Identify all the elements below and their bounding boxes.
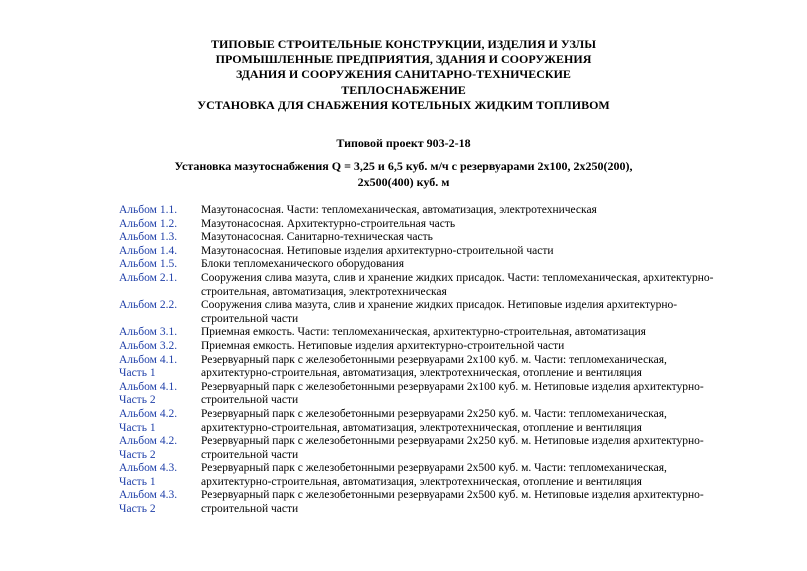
album-description: Мазутонасосная. Санитарно-техническая часть <box>201 231 433 244</box>
album-description-cont: строительной части <box>201 312 299 325</box>
album-description: Резервуарный парк с железобетонными резервуарами 2х100 куб. м. Нетиповые изделия архитектурно- <box>201 380 704 393</box>
album-row <box>119 435 759 462</box>
album-part-link[interactable]: Часть 2 <box>119 503 156 516</box>
album-description: Мазутонасосная. Части: тепломеханическая, автоматизация, электротехническая <box>201 204 597 216</box>
album-link[interactable]: Альбом 4.2. <box>119 435 178 448</box>
album-link[interactable]: Альбом 4.2. <box>119 407 178 420</box>
album-description-cont: строительная, автоматизация, электротехническая <box>201 285 447 298</box>
album-link[interactable]: Альбом 4.1. <box>119 353 178 366</box>
album-row <box>119 272 759 299</box>
header-line: ТИПОВЫЕ СТРОИТЕЛЬНЫЕ КОНСТРУКЦИИ, ИЗДЕЛИЯ И УЗЛЫ <box>210 37 596 51</box>
album-link[interactable]: Альбом 4.3. <box>119 462 178 475</box>
album-row <box>119 218 759 232</box>
album-part-link[interactable]: Часть 2 <box>119 394 156 407</box>
header-line: УСТАНОВКА ДЛЯ СНАБЖЕНИЯ КОТЕЛЬНЫХ ЖИДКИМ ТОПЛИВОМ <box>197 97 610 112</box>
album-description-cont: архитектурно-строительная, автоматизация, электротехническая, отопление и вентиляция <box>201 475 642 488</box>
album-row <box>119 299 759 326</box>
album-description: Мазутонасосная. Нетиповые изделия архитектурно-строительной части <box>201 244 554 257</box>
album-link[interactable]: Альбом 1.3. <box>119 231 178 244</box>
album-link[interactable]: Альбом 1.1. <box>119 204 178 216</box>
album-description-cont: строительной части <box>201 394 299 407</box>
album-description: Приемная емкость. Нетиповые изделия архитектурно-строительной части <box>201 339 565 352</box>
album-description: Резервуарный парк с железобетонными резервуарами 2х500 куб. м. Части: тепломеханическая, <box>201 462 667 475</box>
album-row <box>119 408 759 435</box>
album-description: Сооружения слива мазута, слив и хранение жидких присадок. Нетиповые изделия архитектурно- <box>201 299 678 312</box>
album-link[interactable]: Альбом 2.1. <box>119 271 178 284</box>
album-description: Резервуарный парк с железобетонными резервуарами 2х250 куб. м. Нетиповые изделия архитектурно- <box>201 435 704 448</box>
album-link[interactable]: Альбом 1.5. <box>119 258 178 271</box>
album-row <box>119 204 759 218</box>
subtitle-line-2: 2х500(400) куб. м <box>357 175 450 189</box>
album-description: Резервуарный парк с железобетонными резервуарами 2х100 куб. м. Части: тепломеханическая, <box>201 353 667 366</box>
album-list <box>119 204 759 517</box>
album-link[interactable]: Альбом 4.1. <box>119 380 178 393</box>
album-link[interactable]: Альбом 2.2. <box>119 299 178 312</box>
album-part-link[interactable]: Часть 1 <box>119 367 156 380</box>
album-description: Резервуарный парк с железобетонными резервуарами 2х500 куб. м. Нетиповые изделия архитектурно- <box>201 489 704 502</box>
subtitle-line-1: Установка мазутоснабжения Q = 3,25 и 6,5 куб. м/ч с резервуарами 2х100, 2х250(200), <box>174 159 633 173</box>
album-description-cont: архитектурно-строительная, автоматизация, электротехническая, отопление и вентиляция <box>201 367 642 380</box>
project-number: Типовой проект 903-2-18 <box>336 136 471 150</box>
header-line: ПРОМЫШЛЕННЫЕ ПРЕДПРИЯТИЯ, ЗДАНИЯ И СООРУЖЕНИЯ <box>215 52 592 67</box>
album-row <box>119 381 759 408</box>
album-row <box>119 354 759 381</box>
album-part-link[interactable]: Часть 1 <box>119 421 156 434</box>
album-row <box>119 326 759 340</box>
album-description: Блоки тепломеханического оборудования <box>201 258 404 271</box>
album-part-link[interactable]: Часть 1 <box>119 475 156 488</box>
album-description-cont: архитектурно-строительная, автоматизация, электротехническая, отопление и вентиляция <box>201 421 642 434</box>
album-description: Сооружения слива мазута, слив и хранение жидких присадок. Части: тепломеханическая, архитектурно- <box>201 271 714 284</box>
album-link[interactable]: Альбом 1.4. <box>119 244 178 257</box>
album-row <box>119 340 759 354</box>
album-description-cont: строительной части <box>201 503 299 516</box>
document-header <box>0 37 807 113</box>
album-description: Мазутонасосная. Архитектурно-строительная часть <box>201 217 456 230</box>
album-row <box>119 258 759 272</box>
album-row <box>119 462 759 489</box>
album-row <box>119 245 759 259</box>
album-link[interactable]: Альбом 4.3. <box>119 489 178 502</box>
header-line: ЗДАНИЯ И СООРУЖЕНИЯ САНИТАРНО-ТЕХНИЧЕСКИЕ <box>236 67 571 82</box>
album-row <box>119 231 759 245</box>
project-subtitle <box>0 158 807 190</box>
album-description-cont: строительной части <box>201 448 299 461</box>
header-line: ТЕПЛОСНАБЖЕНИЕ <box>341 82 466 97</box>
album-part-link[interactable]: Часть 2 <box>119 448 156 461</box>
album-description: Приемная емкость. Части: тепломеханическая, архитектурно-строительная, автоматизация <box>201 326 646 339</box>
album-row <box>119 489 759 516</box>
album-link[interactable]: Альбом 1.2. <box>119 217 178 230</box>
album-description: Резервуарный парк с железобетонными резервуарами 2х250 куб. м. Части: тепломеханическая, <box>201 407 667 420</box>
album-link[interactable]: Альбом 3.2. <box>119 339 178 352</box>
album-link[interactable]: Альбом 3.1. <box>119 326 178 339</box>
